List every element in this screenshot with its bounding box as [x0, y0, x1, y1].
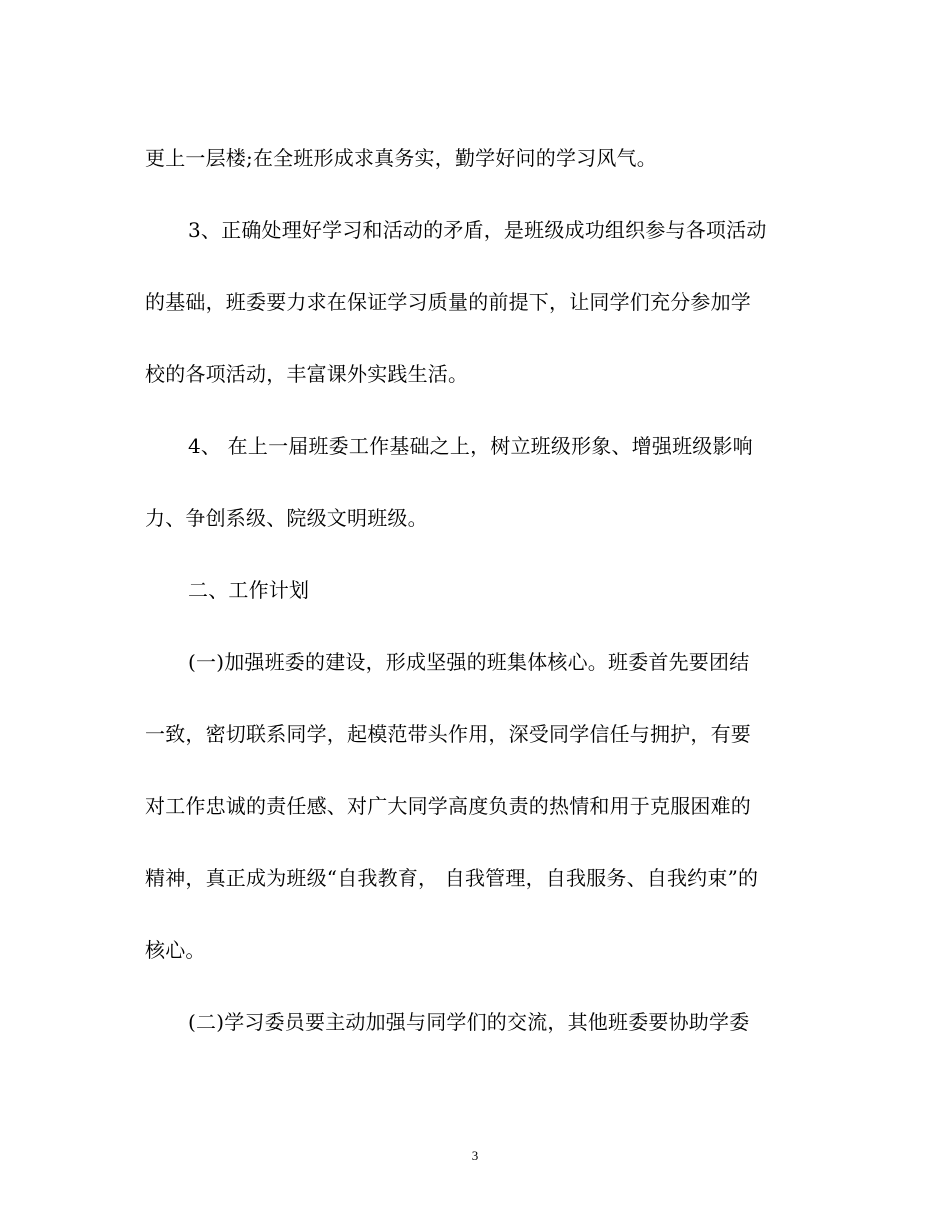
- text-line: 对工作忠诚的责任感、对广大同学高度负责的热情和用于克服困难的: [145, 794, 751, 818]
- text-line: 校的各项活动，丰富课外实践生活。: [145, 362, 469, 386]
- text-line: (一)加强班委的建设，形成坚强的班集体核心。班委首先要团结: [188, 650, 750, 674]
- text-line: 核心。: [145, 938, 206, 962]
- page-number: 3: [471, 1148, 479, 1163]
- text-line: 更上一层楼;在全班形成求真务实，勤学好问的学习风气。: [145, 146, 657, 170]
- section-heading: 二、工作计划: [188, 578, 310, 602]
- text-line: 的基础，班委要力求在保证学习质量的前提下，让同学们充分参加学: [145, 290, 751, 314]
- text-line: 精神，真正成为班级“自我教育， 自我管理，自我服务、自我约束”的: [145, 866, 759, 890]
- text-line: 一致，密切联系同学，起模范带头作用，深受同学信任与拥护，有要: [145, 722, 751, 746]
- text-line: 4、 在上一届班委工作基础之上，树立班级形象、增强班级影响: [188, 434, 753, 458]
- text-line: 力、争创系级、院级文明班级。: [145, 506, 428, 530]
- text-line: 3、正确处理好学习和活动的矛盾，是班级成功组织参与各项活动: [188, 218, 767, 242]
- text-line: (二)学习委员要主动加强与同学们的交流，其他班委要协助学委: [188, 1010, 750, 1034]
